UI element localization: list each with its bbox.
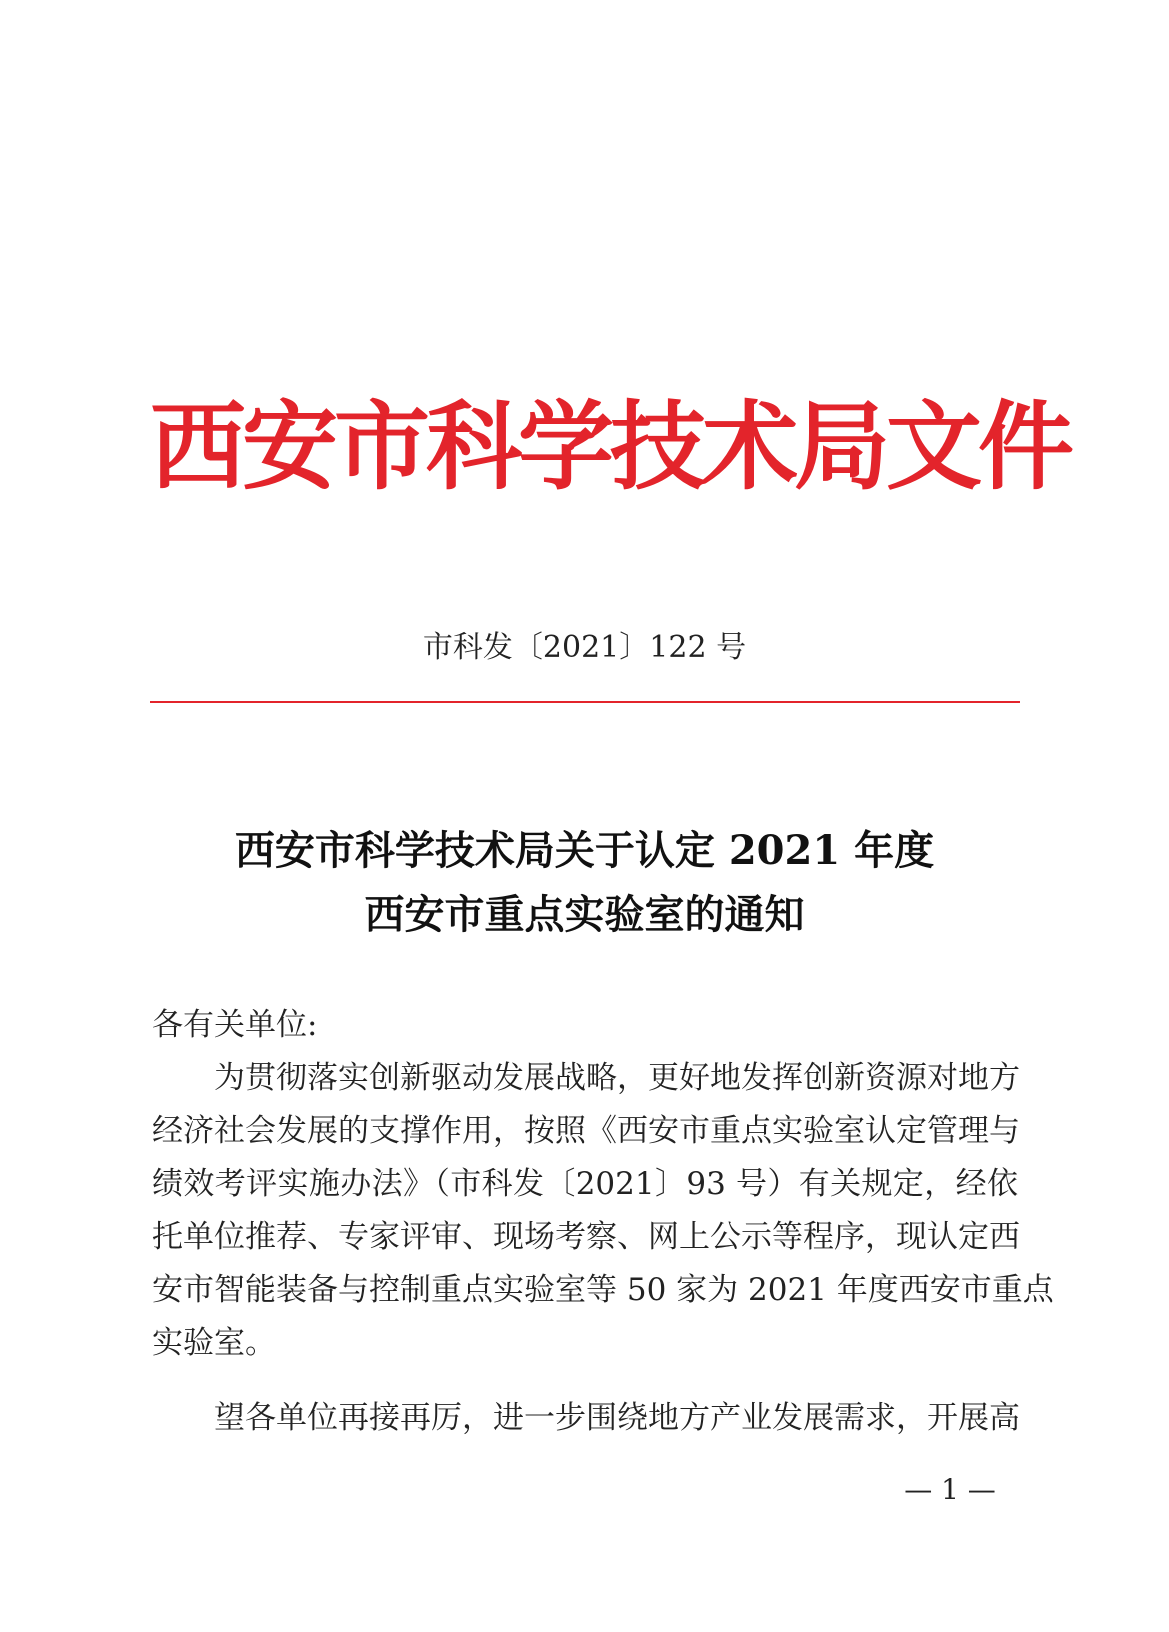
red-divider-rule bbox=[150, 701, 1020, 703]
masthead-title: 西安市科学技术局文件 bbox=[150, 390, 1070, 503]
page-number: — 1 — bbox=[904, 1473, 996, 1506]
paragraph-2-line-1: 望各单位再接再厉，进一步围绕地方产业发展需求，开展高 bbox=[214, 1400, 1020, 1436]
notice-title-line-2: 西安市重点实验室的通知 bbox=[364, 891, 805, 938]
salutation: 各有关单位: bbox=[152, 1007, 318, 1043]
paragraph-1-line-5: 安市智能装备与控制重点实验室等 50 家为 2021 年度西安市重点 bbox=[152, 1272, 1054, 1308]
paragraph-1-line-3: 绩效考评实施办法》（市科发〔2021〕93 号）有关规定，经依 bbox=[152, 1166, 1018, 1202]
document-number: 市科发〔2021〕122 号 bbox=[422, 630, 747, 665]
paragraph-1-line-1: 为贯彻落实创新驱动发展战略，更好地发挥创新资源对地方 bbox=[214, 1060, 1020, 1096]
notice-title-line-1: 西安市科学技术局关于认定 2021 年度 bbox=[234, 827, 935, 874]
paragraph-1-line-4: 托单位推荐、专家评审、现场考察、网上公示等程序，现认定西 bbox=[152, 1219, 1020, 1255]
paragraph-1-line-6: 实验室。 bbox=[152, 1325, 276, 1361]
paragraph-1-line-2: 经济社会发展的支撑作用，按照《西安市重点实验室认定管理与 bbox=[152, 1113, 1020, 1149]
